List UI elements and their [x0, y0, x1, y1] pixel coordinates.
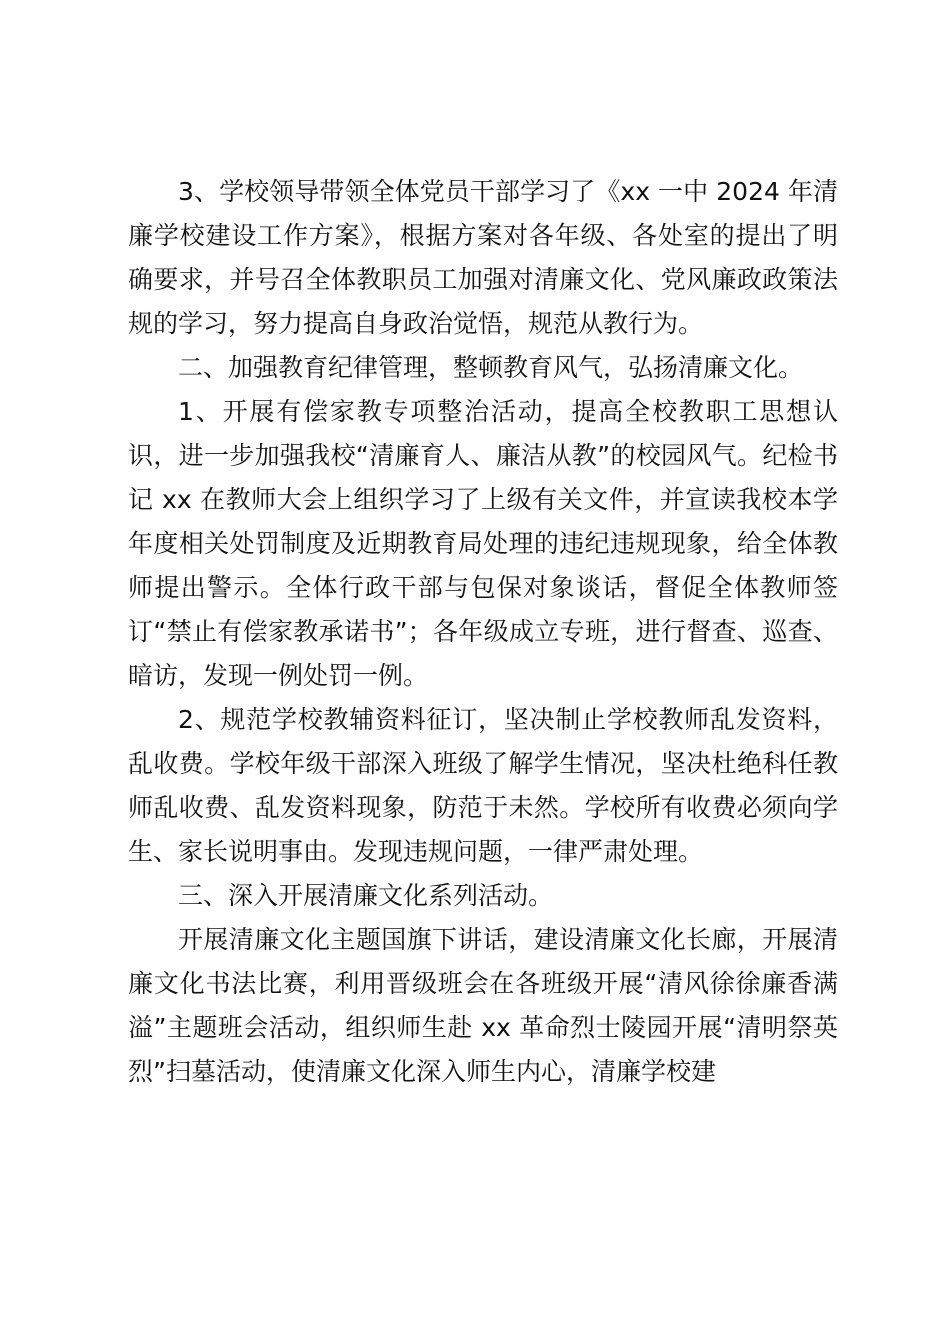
document-body	[128, 170, 838, 1094]
section-heading-3: 三、深入开展清廉文化系列活动。	[178, 881, 554, 910]
section-heading-2: 二、加强教育纪律管理，整顿教育风气，弘扬清廉文化。	[178, 353, 804, 382]
paragraph-item-3: 3、学校领导带领全体党员干部学习了《xx 一中 2024 年清廉学校建设工作方案》，根据方案对各年级、各处室的提出了明确要求，并号召全体教职员工加强对清廉文化、党风廉政政策法规的学习，努力提高自身政治觉悟，规范从教行为。	[128, 177, 838, 338]
paragraph-activities: 开展清廉文化主题国旗下讲话，建设清廉文化长廊，开展清廉文化书法比赛，利用晋级班会在各班级开展“清风徐徐廉香满溢”主题班会活动，组织师生赴 xx 革命烈士陵园开展“清明祭英烈”扫墓活动，使清廉文化深入师生内心，清廉学校建	[128, 925, 838, 1086]
paragraph-item-1: 1、开展有偿家教专项整治活动，提高全校教职工思想认识，进一步加强我校“清廉育人、廉洁从教”的校园风气。纪检书记 xx 在教师大会上组织学习了上级有关文件，并宣读我校本学年度相关处罚制度及近期教育局处理的违纪违规现象，给全体教师提出警示。全体行政干部与包保对象谈话，督促全体教师签订“禁止有偿家教承诺书”；各年级成立专班，进行督查、巡查、暗访，发现一例处罚一例。	[128, 397, 838, 690]
paragraph-item-2: 2、规范学校教辅资料征订，坚决制止学校教师乱发资料，乱收费。学校年级干部深入班级了解学生情况，坚决杜绝科任教师乱收费、乱发资料现象，防范于未然。学校所有收费必须向学生、家长说明事由。发现违规问题，一律严肃处理。	[128, 705, 838, 866]
